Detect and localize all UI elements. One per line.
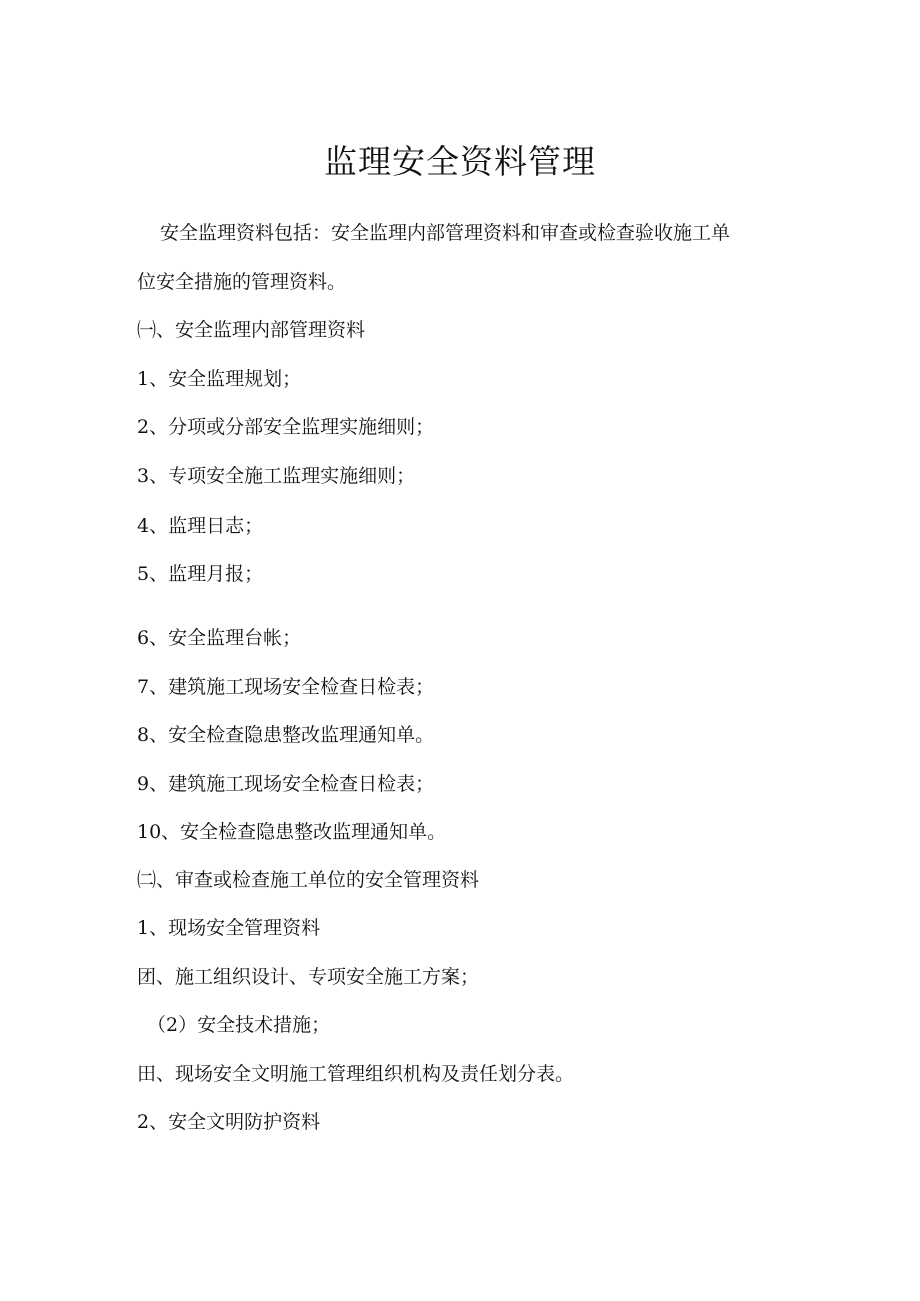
page-title: 监理安全资料管理 [324, 142, 596, 181]
section-2-heading: ㈡、审查或检查施工单位的安全管理资料 [137, 869, 480, 891]
subsection-1-heading: 1、现场安全管理资料 [137, 917, 321, 939]
list-item: 7、建筑施工现场安全检查日检表； [137, 676, 435, 698]
list-item: （2）安全技术措施； [147, 1014, 331, 1036]
intro-paragraph-line-2: 位安全措施的管理资料。 [137, 271, 347, 293]
list-item: 团、施工组织设计、专项安全施工方案； [137, 966, 480, 988]
list-item: 9、建筑施工现场安全检查日检表； [137, 773, 435, 795]
list-item: 1、安全监理规划； [137, 368, 302, 390]
list-item: 8、安全检查隐患整改监理通知单。 [137, 724, 435, 746]
list-item: 田、现场安全文明施工管理组织机构及责任划分表。 [137, 1063, 575, 1085]
list-item: 2、分项或分部安全监理实施细则； [137, 416, 435, 438]
list-item: 4、监理日志； [137, 515, 264, 537]
list-item: 6、安全监理台帐； [137, 627, 302, 649]
list-item: 5、监理月报； [137, 563, 264, 585]
section-1-heading: ㈠、安全监理内部管理资料 [137, 319, 366, 341]
subsection-2-heading: 2、安全文明防护资料 [137, 1111, 321, 1133]
intro-paragraph-line-1: 安全监理资料包括：安全监理内部管理资料和审查或检查验收施工单 [160, 222, 731, 244]
list-item: 3、专项安全施工监理实施细则； [137, 465, 416, 487]
list-item: 10、安全检查隐患整改监理通知单。 [137, 821, 447, 843]
